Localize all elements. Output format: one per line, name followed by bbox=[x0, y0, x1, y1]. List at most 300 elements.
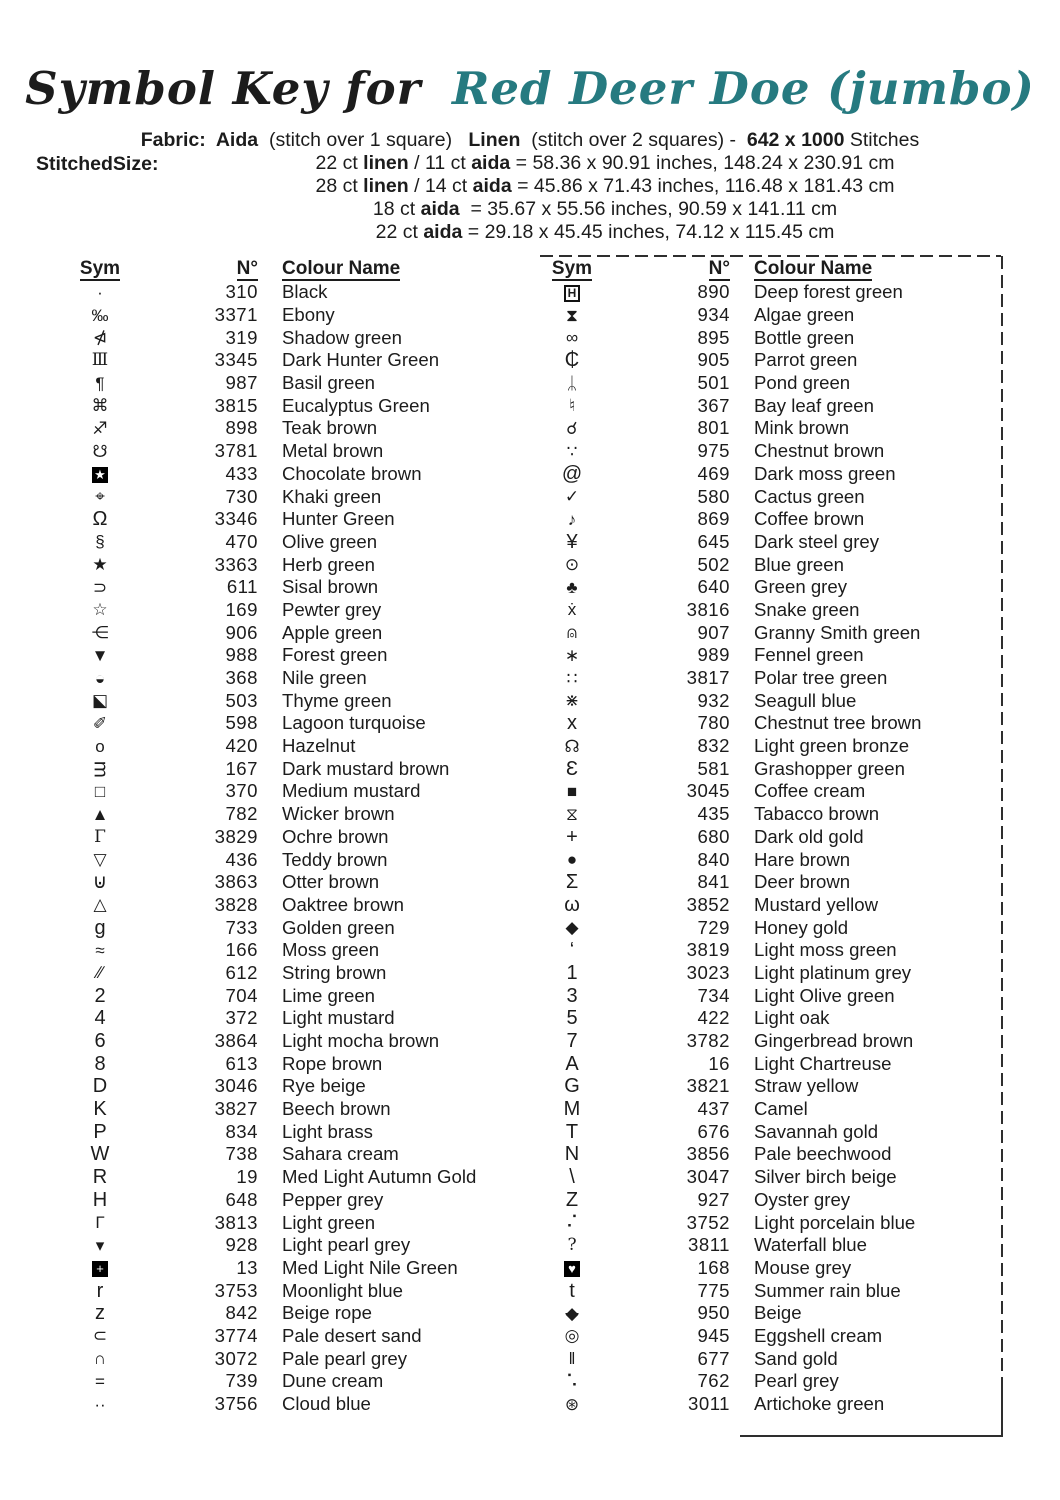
thread-number-cell: 739 bbox=[225, 1370, 258, 1392]
stitch-symbol-icon: ♐ bbox=[92, 418, 108, 438]
colour-name-cell: Beige bbox=[754, 1302, 802, 1324]
thread-number-cell: 934 bbox=[697, 304, 730, 326]
stitch-symbol-icon: ⧗ bbox=[566, 305, 578, 325]
symbol-cell bbox=[548, 1031, 596, 1051]
thread-number-cell: 3011 bbox=[688, 1393, 730, 1415]
thread-number-cell: 469 bbox=[697, 462, 730, 484]
key-row bbox=[76, 894, 528, 917]
stitch-symbol-icon: ⊃ bbox=[92, 577, 108, 597]
text-segment: / 11 ct bbox=[408, 152, 472, 174]
colour-name-cell: Nile green bbox=[282, 667, 367, 689]
key-row bbox=[548, 349, 1000, 372]
key-box-bottom-border bbox=[740, 1435, 1003, 1437]
colour-name-cell: Pale pearl grey bbox=[282, 1347, 408, 1369]
stitched-size-lines bbox=[150, 152, 1060, 244]
thread-number-cell: 580 bbox=[697, 485, 730, 507]
key-row bbox=[76, 1007, 528, 1030]
key-row bbox=[548, 984, 1000, 1007]
symbol-cell bbox=[76, 1031, 124, 1051]
stitch-symbol-icon: ‰ bbox=[91, 305, 109, 325]
key-rows-right bbox=[548, 281, 1000, 1415]
colour-name-cell: Light moss green bbox=[754, 939, 897, 961]
colour-name-cell: Thyme green bbox=[282, 689, 392, 711]
thread-number-cell: 3828 bbox=[214, 893, 258, 915]
colour-name-cell: Coffee cream bbox=[754, 780, 866, 802]
thread-number-cell: 987 bbox=[225, 372, 258, 394]
key-row bbox=[548, 916, 1000, 939]
key-box-right-border-solid bbox=[1001, 1384, 1003, 1437]
symbol-cell bbox=[76, 1327, 124, 1344]
key-row bbox=[76, 1030, 528, 1053]
symbol-cell bbox=[76, 1350, 124, 1367]
colour-name-cell: Pearl grey bbox=[754, 1370, 839, 1392]
colour-name-cell: Dark steel grey bbox=[754, 530, 880, 552]
stitch-symbol-icon: ω bbox=[564, 893, 580, 916]
thread-number-cell: 501 bbox=[697, 372, 730, 394]
key-row bbox=[548, 1347, 1000, 1370]
colour-name-cell: Apple green bbox=[282, 621, 383, 643]
text-segment: 22 ct bbox=[315, 152, 364, 174]
key-row bbox=[76, 463, 528, 486]
key-row bbox=[548, 1279, 1000, 1302]
stitched-size-line bbox=[150, 198, 1060, 221]
thread-number-cell: 906 bbox=[225, 621, 258, 643]
thread-number-cell: 3045 bbox=[686, 780, 730, 802]
stitch-symbol-icon: § bbox=[95, 532, 105, 552]
symbol-cell bbox=[548, 1327, 596, 1344]
colour-name-cell: Dune cream bbox=[282, 1370, 384, 1392]
bold-text-segment: Fabric: bbox=[140, 129, 216, 151]
text-segment: (stitch over 1 square) bbox=[258, 129, 469, 151]
stitch-symbol-icon: ◆ bbox=[565, 918, 579, 938]
key-row bbox=[76, 576, 528, 599]
symbol-cell bbox=[548, 329, 596, 346]
thread-number-cell: 927 bbox=[697, 1188, 730, 1210]
thread-number-cell: 611 bbox=[226, 576, 258, 598]
colour-name-cell: Pale desert sand bbox=[282, 1324, 422, 1346]
text-segment: 22 ct bbox=[375, 221, 424, 243]
key-row bbox=[76, 984, 528, 1007]
symbol-cell bbox=[548, 647, 596, 664]
thread-number-cell: 3046 bbox=[214, 1075, 258, 1097]
bold-text-segment: aida bbox=[423, 221, 463, 243]
stitch-symbol-icon: Ω bbox=[92, 508, 108, 531]
key-row bbox=[548, 576, 1000, 599]
key-row bbox=[76, 1393, 528, 1416]
colour-name-cell: Light green bbox=[282, 1211, 376, 1233]
symbol-cell bbox=[76, 307, 124, 324]
colour-name-cell: Dark old gold bbox=[754, 825, 864, 847]
colour-name-cell: Basil green bbox=[282, 372, 376, 394]
thread-number-cell: 3047 bbox=[686, 1166, 730, 1188]
colour-name-cell: Med Light Nile Green bbox=[282, 1256, 458, 1278]
symbol-cell bbox=[76, 670, 124, 687]
text-segment: = 29.18 x 45.45 inches, 74.12 x 115.45 cm bbox=[462, 221, 835, 243]
colour-name-cell: Parrot green bbox=[754, 349, 858, 371]
thread-number-cell: 640 bbox=[697, 576, 730, 598]
fabric-info-line bbox=[0, 129, 1060, 152]
stitch-symbol-icon: ◎ bbox=[564, 1326, 580, 1346]
symbol-cell bbox=[76, 1122, 124, 1142]
symbol-cell bbox=[76, 375, 124, 392]
symbol-cell bbox=[548, 1076, 596, 1096]
symbol-cell bbox=[548, 940, 596, 960]
stitch-symbol-icon: + bbox=[566, 825, 578, 848]
symbol-cell bbox=[548, 692, 596, 709]
stitch-symbol-icon: ▾ bbox=[95, 1235, 105, 1255]
colour-name-cell: Med Light Autumn Gold bbox=[282, 1166, 477, 1188]
stitch-symbol-icon: z bbox=[95, 1302, 105, 1325]
symbol-cell bbox=[548, 488, 596, 505]
stitch-symbol-icon: ∵ bbox=[566, 441, 578, 461]
key-row bbox=[548, 1393, 1000, 1416]
colour-name-cell: Dark Hunter Green bbox=[282, 349, 440, 371]
thread-number-cell: 319 bbox=[225, 326, 258, 348]
symbol-cell bbox=[76, 806, 124, 823]
key-row bbox=[548, 1257, 1000, 1280]
key-row bbox=[548, 803, 1000, 826]
colour-name-cell: Cloud blue bbox=[282, 1393, 371, 1415]
stitch-symbol-icon: 8 bbox=[94, 1052, 106, 1075]
symbol-cell bbox=[76, 942, 124, 959]
colour-name-cell: Ochre brown bbox=[282, 825, 389, 847]
thread-number-cell: 648 bbox=[225, 1188, 258, 1210]
thread-number-cell: 869 bbox=[697, 508, 730, 530]
stitch-symbol-icon: ¶ bbox=[95, 373, 105, 393]
symbol-cell bbox=[548, 919, 596, 936]
thread-number-cell: 945 bbox=[697, 1324, 730, 1346]
key-row bbox=[76, 508, 528, 531]
key-row bbox=[548, 621, 1000, 644]
stitch-symbol-icon: ☊ bbox=[564, 736, 580, 756]
colour-name-cell: Metal brown bbox=[282, 440, 384, 462]
colour-name-cell: Honey gold bbox=[754, 916, 849, 938]
symbol-cell bbox=[548, 1214, 596, 1231]
symbol-cell bbox=[76, 579, 124, 596]
key-row bbox=[548, 689, 1000, 712]
stitch-symbol-icon: ᛦ bbox=[566, 373, 578, 393]
symbol-cell bbox=[76, 1373, 124, 1390]
key-row bbox=[548, 780, 1000, 803]
colour-name-cell: Silver birch beige bbox=[754, 1166, 897, 1188]
colour-name-cell: Hare brown bbox=[754, 848, 851, 870]
thread-number-cell: 612 bbox=[225, 961, 258, 983]
key-row bbox=[548, 712, 1000, 735]
colour-name-cell: Eggshell cream bbox=[754, 1324, 883, 1346]
key-row bbox=[548, 1370, 1000, 1393]
symbol-cell bbox=[548, 1167, 596, 1187]
symbol-cell bbox=[76, 284, 124, 301]
stitch-symbol-icon: ? bbox=[567, 1235, 577, 1256]
key-row bbox=[548, 1143, 1000, 1166]
symbol-cell bbox=[548, 283, 596, 302]
thread-number-cell: 367 bbox=[697, 394, 730, 416]
key-row bbox=[76, 735, 528, 758]
stitch-symbol-icon: · bbox=[97, 282, 103, 302]
key-row bbox=[548, 757, 1000, 780]
colour-name-cell: Summer rain blue bbox=[754, 1279, 901, 1301]
colour-name-cell: Rope brown bbox=[282, 1052, 383, 1074]
stitched-size-label: StitchedSize: bbox=[36, 153, 159, 175]
colour-name-cell: Medium mustard bbox=[282, 780, 421, 802]
colour-name-cell: Fennel green bbox=[754, 644, 864, 666]
key-row bbox=[548, 962, 1000, 985]
symbol-cell bbox=[548, 579, 596, 596]
key-row bbox=[76, 1347, 528, 1370]
bold-text-segment: 642 x 1000 bbox=[746, 129, 845, 151]
thread-number-cell: 613 bbox=[225, 1052, 258, 1074]
colour-name-cell: Beige rope bbox=[282, 1302, 372, 1324]
symbol-cell bbox=[76, 1076, 124, 1096]
stitched-size-line bbox=[150, 175, 1060, 198]
thread-number-cell: 503 bbox=[225, 689, 258, 711]
key-row bbox=[548, 644, 1000, 667]
thread-number-cell: 975 bbox=[697, 440, 730, 462]
colour-name-cell: Light brass bbox=[282, 1120, 373, 1142]
key-row bbox=[548, 304, 1000, 327]
thread-number-cell: 3819 bbox=[686, 939, 730, 961]
stitched-size-line bbox=[150, 152, 1060, 175]
symbol-cell bbox=[548, 532, 596, 552]
symbol-cell bbox=[548, 851, 596, 868]
symbol-cell bbox=[548, 464, 596, 484]
stitch-symbol-icon: ▽ bbox=[93, 850, 107, 870]
key-row bbox=[76, 689, 528, 712]
thread-number-cell: 704 bbox=[225, 984, 258, 1006]
symbol-cell bbox=[548, 895, 596, 915]
thread-number-cell: 368 bbox=[225, 667, 258, 689]
stitch-symbol-icon: Z bbox=[565, 1188, 579, 1211]
stitch-symbol-icon: W bbox=[90, 1143, 110, 1166]
stitch-symbol-icon: ⧖ bbox=[566, 804, 578, 824]
thread-number-cell: 840 bbox=[697, 848, 730, 870]
header-colour-name: Colour Name bbox=[754, 257, 873, 279]
colour-name-cell: Straw yellow bbox=[754, 1075, 859, 1097]
colour-name-cell: Wicker brown bbox=[282, 803, 395, 825]
symbol-cell bbox=[76, 601, 124, 618]
colour-name-cell: Oyster grey bbox=[754, 1188, 851, 1210]
symbol-cell bbox=[76, 397, 124, 414]
stitch-symbol-icon: Ⅲ bbox=[91, 350, 109, 371]
symbol-cell bbox=[76, 1237, 124, 1254]
symbol-cell bbox=[76, 851, 124, 868]
key-row bbox=[548, 1098, 1000, 1121]
symbol-cell bbox=[76, 964, 124, 981]
colour-name-cell: Deep forest green bbox=[754, 281, 903, 303]
thread-number-cell: 3864 bbox=[214, 1030, 258, 1052]
symbol-cell bbox=[76, 759, 124, 779]
text-segment: (stitch over 2 squares) - bbox=[520, 129, 747, 151]
stitch-symbol-icon: ⌖ bbox=[95, 487, 105, 507]
symbol-cell bbox=[76, 1190, 124, 1210]
key-row bbox=[76, 1370, 528, 1393]
colour-name-cell: Green grey bbox=[754, 576, 848, 598]
stitch-symbol-icon: ▲ bbox=[91, 804, 109, 824]
symbol-cell bbox=[548, 759, 596, 779]
key-row bbox=[548, 1234, 1000, 1257]
key-row bbox=[548, 1007, 1000, 1030]
symbol-cell bbox=[76, 872, 124, 892]
thread-number-cell: 169 bbox=[225, 598, 258, 620]
stitch-symbol-icon: ★ bbox=[92, 555, 108, 575]
thread-number-cell: 435 bbox=[697, 803, 730, 825]
key-row bbox=[548, 1120, 1000, 1143]
colour-name-cell: Camel bbox=[754, 1098, 808, 1120]
key-row bbox=[76, 1075, 528, 1098]
thread-number-cell: 950 bbox=[697, 1302, 730, 1324]
colour-name-cell: Savannah gold bbox=[754, 1120, 879, 1142]
stitch-symbol-icon: ♪ bbox=[567, 509, 577, 529]
thread-number-cell: 3816 bbox=[686, 598, 730, 620]
key-row bbox=[76, 871, 528, 894]
key-row bbox=[76, 326, 528, 349]
thread-number-cell: 3811 bbox=[688, 1234, 730, 1256]
thread-number-cell: 898 bbox=[225, 417, 258, 439]
colour-name-cell: Teddy brown bbox=[282, 848, 388, 870]
thread-number-cell: 3346 bbox=[214, 508, 258, 530]
symbol-cell bbox=[76, 738, 124, 755]
symbol-cell bbox=[548, 601, 596, 618]
thread-number-cell: 3363 bbox=[214, 553, 258, 575]
symbol-cell bbox=[548, 511, 596, 528]
stitch-symbol-icon: K bbox=[93, 1098, 107, 1121]
text-segment: 18 ct bbox=[372, 198, 421, 220]
thread-number-cell: 890 bbox=[697, 281, 730, 303]
stitch-symbol-icon: ǁ bbox=[568, 1349, 576, 1369]
symbol-cell bbox=[548, 307, 596, 324]
stitch-symbol-icon: ∷ bbox=[566, 668, 578, 688]
thread-number-cell: 928 bbox=[225, 1234, 258, 1256]
stitch-symbol-icon: 5 bbox=[566, 1007, 578, 1030]
stitched-size-block bbox=[0, 152, 1060, 244]
colour-name-cell: Chocolate brown bbox=[282, 462, 422, 484]
stitch-symbol-icon: R bbox=[92, 1166, 108, 1189]
colour-name-cell: Ebony bbox=[282, 304, 335, 326]
thread-number-cell: 3756 bbox=[214, 1393, 258, 1415]
key-row bbox=[76, 803, 528, 826]
symbol-cell bbox=[548, 1396, 596, 1413]
thread-number-cell: 989 bbox=[697, 644, 730, 666]
symbol-cell bbox=[76, 509, 124, 529]
symbol-cell bbox=[548, 397, 596, 414]
thread-number-cell: 3774 bbox=[214, 1324, 258, 1346]
key-box-top-border bbox=[540, 255, 1001, 257]
stitch-symbol-icon: Γ bbox=[94, 826, 106, 847]
stitch-symbol-icon: ∗ bbox=[564, 645, 580, 665]
colour-name-cell: Light platinum grey bbox=[754, 961, 912, 983]
colour-name-cell: Beech brown bbox=[282, 1098, 391, 1120]
stitch-symbol-icon: 7 bbox=[566, 1030, 578, 1053]
symbol-cell bbox=[548, 624, 596, 641]
symbol-cell bbox=[76, 420, 124, 437]
symbol-cell bbox=[76, 351, 124, 369]
stitch-symbol-icon: A bbox=[565, 1052, 579, 1075]
stitch-symbol-icon: M bbox=[563, 1098, 581, 1121]
key-row bbox=[76, 440, 528, 463]
symbol-cell bbox=[76, 533, 124, 550]
thread-number-cell: 437 bbox=[697, 1098, 730, 1120]
thread-number-cell: 734 bbox=[697, 984, 730, 1006]
colour-name-cell: Deer brown bbox=[754, 871, 851, 893]
bold-text-segment: linen bbox=[363, 175, 409, 197]
colour-name-cell: Light oak bbox=[754, 1007, 830, 1029]
key-row bbox=[76, 1211, 528, 1234]
symbol-cell bbox=[548, 1259, 596, 1277]
stitch-symbol-icon: 2 bbox=[94, 984, 106, 1007]
stitch-symbol-icon: ♥ bbox=[564, 1261, 580, 1277]
thread-number-cell: 3817 bbox=[686, 667, 730, 689]
stitch-symbol-icon: G bbox=[564, 1075, 580, 1098]
stitch-symbol-icon: ■ bbox=[566, 781, 578, 801]
colour-name-cell: Bay leaf green bbox=[754, 394, 874, 416]
symbol-cell bbox=[548, 738, 596, 755]
stitch-symbol-icon: t bbox=[569, 1279, 575, 1302]
thread-number-cell: 905 bbox=[697, 349, 730, 371]
thread-number-cell: 988 bbox=[225, 644, 258, 666]
key-row bbox=[76, 531, 528, 554]
thread-number-cell: 581 bbox=[697, 757, 730, 779]
colour-name-cell: Dark mustard brown bbox=[282, 757, 450, 779]
stitch-symbol-icon: ⋪ bbox=[92, 328, 108, 348]
stitch-symbol-icon: ₵ bbox=[564, 349, 580, 372]
thread-number-cell: 3852 bbox=[686, 893, 730, 915]
symbol-cell bbox=[76, 1144, 124, 1164]
symbol-cell bbox=[548, 1122, 596, 1142]
thread-number-cell: 19 bbox=[236, 1166, 258, 1188]
stitch-symbol-icon: o bbox=[95, 736, 105, 756]
colour-name-cell: Light pearl grey bbox=[282, 1234, 411, 1256]
thread-number-cell: 832 bbox=[697, 735, 730, 757]
colour-name-cell: Lagoon turquoise bbox=[282, 712, 426, 734]
colour-name-cell: Polar tree green bbox=[754, 667, 888, 689]
key-row bbox=[548, 508, 1000, 531]
thread-number-cell: 730 bbox=[225, 485, 258, 507]
colour-name-cell: Chestnut brown bbox=[754, 440, 885, 462]
text-segment: / 14 ct bbox=[408, 175, 473, 197]
colour-name-cell: Seagull blue bbox=[754, 689, 857, 711]
stitch-symbol-icon: ⌘ bbox=[91, 396, 109, 416]
stitch-symbol-icon: \ bbox=[569, 1166, 575, 1189]
key-row bbox=[76, 599, 528, 622]
colour-name-cell: Bottle green bbox=[754, 326, 855, 348]
symbol-cell bbox=[548, 1099, 596, 1119]
bold-text-segment: Linen bbox=[468, 129, 521, 151]
colour-name-cell: Otter brown bbox=[282, 871, 380, 893]
thread-number-cell: 801 bbox=[697, 417, 730, 439]
thread-number-cell: 3856 bbox=[686, 1143, 730, 1165]
stitch-symbol-icon: ⠌ bbox=[565, 1213, 579, 1233]
key-row bbox=[76, 1257, 528, 1280]
colour-name-cell: Tabacco brown bbox=[754, 803, 880, 825]
key-row bbox=[76, 826, 528, 849]
key-row bbox=[76, 939, 528, 962]
stitch-symbol-icon: Σ bbox=[565, 871, 579, 894]
colour-name-cell: Snake green bbox=[754, 598, 860, 620]
colour-name-cell: Moonlight blue bbox=[282, 1279, 403, 1301]
stitch-symbol-icon: Γ bbox=[95, 1213, 105, 1233]
colour-name-cell: Hazelnut bbox=[282, 735, 356, 757]
thread-number-cell: 3821 bbox=[686, 1075, 730, 1097]
symbol-cell bbox=[548, 350, 596, 370]
key-row bbox=[76, 349, 528, 372]
page-title-prefix: Symbol Key for bbox=[25, 62, 422, 115]
key-column-right bbox=[548, 257, 1000, 1415]
key-row bbox=[76, 644, 528, 667]
symbol-cell bbox=[76, 329, 124, 346]
stitch-symbol-icon: ✐ bbox=[92, 713, 108, 733]
colour-name-cell: Algae green bbox=[754, 304, 855, 326]
symbol-cell bbox=[76, 828, 124, 846]
